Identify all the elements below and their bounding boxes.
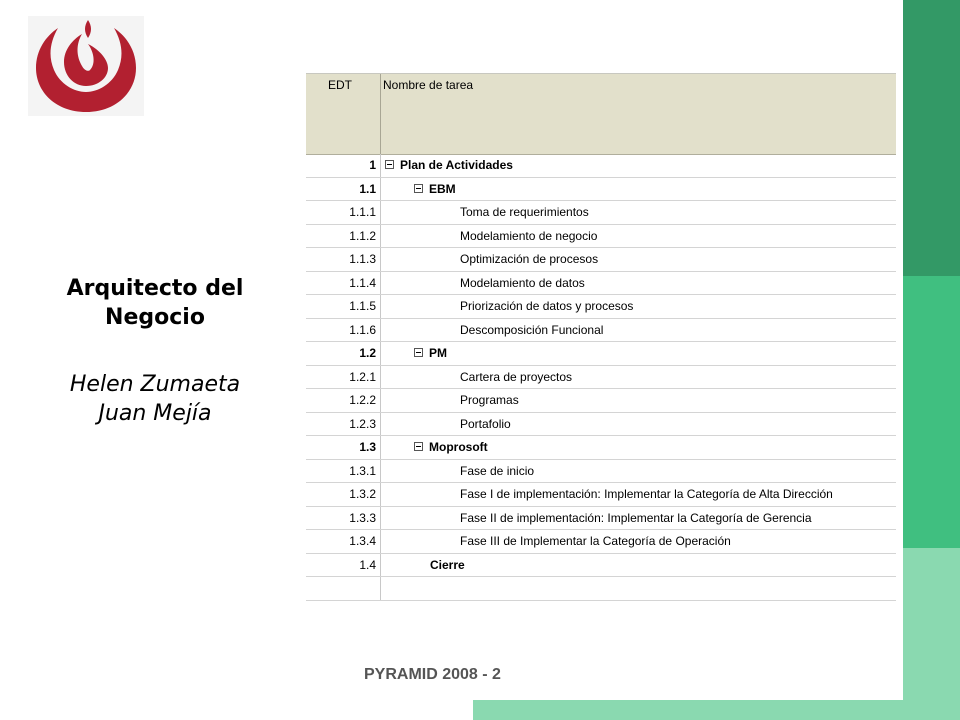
task-name-label: PM	[429, 346, 447, 360]
table-row[interactable]	[306, 507, 896, 531]
column-header-edt[interactable]: EDT	[306, 74, 381, 154]
edt-value: 1.2	[359, 346, 376, 360]
edt-value: 1.3.3	[349, 510, 376, 525]
decor-bar-dark	[903, 0, 960, 276]
cell-task-name[interactable]	[381, 507, 896, 530]
cell-task-name[interactable]	[381, 366, 896, 389]
table-row[interactable]	[306, 272, 896, 296]
cell-task-name[interactable]	[381, 460, 896, 483]
collapse-toggle-icon[interactable]	[414, 348, 423, 357]
slide-title-line2: Negocio	[105, 305, 205, 330]
cell-edt[interactable]	[306, 507, 381, 530]
table-row[interactable]	[306, 413, 896, 437]
task-name-label: EBM	[429, 181, 456, 196]
cell-task-name[interactable]	[381, 295, 896, 318]
author-name-1: Helen Zumaeta	[69, 372, 241, 397]
table-row[interactable]	[306, 389, 896, 413]
cell-task-name[interactable]	[381, 201, 896, 224]
cell-edt[interactable]	[306, 319, 381, 342]
table-row[interactable]	[306, 248, 896, 272]
cell-task-name[interactable]	[381, 154, 896, 177]
column-header-task-name[interactable]: Nombre de tarea	[383, 78, 474, 92]
edt-value: 1.2.2	[349, 393, 376, 407]
table-row[interactable]	[306, 483, 896, 507]
wbs-task-table	[306, 73, 896, 604]
decor-bar-bottom	[473, 700, 960, 720]
edt-value: 1.1.2	[349, 228, 376, 243]
table-header	[306, 74, 896, 155]
edt-value: 1.1.1	[349, 205, 376, 219]
edt-value: 1.4	[359, 557, 376, 572]
task-name-label: Toma de requerimientos	[460, 205, 589, 219]
cell-task-name[interactable]	[381, 389, 896, 412]
table-row[interactable]	[306, 295, 896, 319]
table-row[interactable]	[306, 201, 896, 225]
cell-task-name[interactable]	[381, 577, 896, 600]
edt-value: 1.1.3	[349, 252, 376, 266]
cell-edt[interactable]	[306, 389, 381, 412]
table-row[interactable]	[306, 319, 896, 343]
cell-edt[interactable]	[306, 295, 381, 318]
edt-value: 1.3.4	[349, 534, 376, 548]
cell-task-name[interactable]	[381, 319, 896, 342]
task-name-label: Modelamiento de negocio	[460, 228, 598, 243]
cell-edt[interactable]	[306, 413, 381, 436]
cell-task-name[interactable]	[381, 554, 896, 577]
cell-edt[interactable]	[306, 154, 381, 177]
cell-edt[interactable]	[306, 554, 381, 577]
table-row[interactable]	[306, 178, 896, 202]
cell-edt[interactable]	[306, 342, 381, 365]
table-row[interactable]	[306, 436, 896, 460]
edt-value: 1.1.4	[349, 275, 376, 290]
cell-edt[interactable]	[306, 483, 381, 506]
edt-value	[376, 581, 380, 595]
upc-flame-logo-icon	[28, 16, 144, 116]
task-name-label: Modelamiento de datos	[460, 275, 585, 290]
cell-edt[interactable]	[306, 201, 381, 224]
task-name-label: Cierre	[430, 557, 465, 572]
table-row[interactable]	[306, 460, 896, 484]
cell-task-name[interactable]	[381, 413, 896, 436]
cell-task-name[interactable]	[381, 178, 896, 201]
task-name-label: Fase I de implementación: Implementar la Categoría de Alta Dirección	[460, 487, 833, 501]
collapse-toggle-icon[interactable]	[414, 184, 423, 193]
cell-edt[interactable]	[306, 248, 381, 271]
collapse-toggle-icon[interactable]	[414, 442, 423, 451]
edt-value: 1.3.2	[349, 487, 376, 501]
task-name-label: Fase II de implementación: Implementar la Categoría de Gerencia	[460, 510, 812, 525]
cell-edt[interactable]	[306, 272, 381, 295]
cell-edt[interactable]	[306, 366, 381, 389]
table-row[interactable]	[306, 225, 896, 249]
cell-edt[interactable]	[306, 577, 381, 600]
task-name-label: Moprosoft	[429, 440, 488, 454]
table-row[interactable]	[306, 154, 896, 178]
cell-task-name[interactable]	[381, 483, 896, 506]
cell-edt[interactable]	[306, 436, 381, 459]
decor-bar-mid	[903, 276, 960, 548]
table-body	[306, 154, 896, 601]
edt-value: 1	[369, 158, 376, 172]
edt-value: 1.1	[359, 181, 376, 196]
edt-value: 1.3	[359, 440, 376, 454]
table-row[interactable]	[306, 577, 896, 601]
slide-title	[30, 274, 280, 332]
task-name-label: Programas	[460, 393, 519, 407]
table-row[interactable]	[306, 342, 896, 366]
task-name-label: Fase de inicio	[460, 463, 535, 478]
cell-task-name[interactable]	[381, 248, 896, 271]
edt-value: 1.1.6	[349, 322, 376, 337]
task-name-label: Descomposición Funcional	[460, 322, 604, 337]
cell-task-name[interactable]	[381, 436, 896, 459]
collapse-toggle-icon[interactable]	[385, 160, 394, 169]
author-name-2: Juan Mejía	[98, 401, 212, 426]
footer-text: PYRAMID 2008 - 2	[364, 666, 501, 683]
table-row[interactable]	[306, 366, 896, 390]
author-names	[30, 370, 280, 428]
cell-task-name[interactable]	[381, 530, 896, 553]
edt-value: 1.3.1	[349, 463, 376, 478]
cell-task-name[interactable]	[381, 272, 896, 295]
cell-task-name[interactable]	[381, 342, 896, 365]
cell-edt[interactable]	[306, 225, 381, 248]
cell-edt[interactable]	[306, 460, 381, 483]
cell-edt[interactable]	[306, 530, 381, 553]
table-row[interactable]	[306, 554, 896, 578]
task-name-label: Cartera de proyectos	[460, 369, 573, 384]
cell-task-name[interactable]	[381, 225, 896, 248]
task-name-label: Portafolio	[460, 416, 511, 431]
cell-edt[interactable]	[306, 178, 381, 201]
decor-bar-light	[903, 548, 960, 720]
edt-value: 1.1.5	[349, 299, 376, 313]
task-name-label: Optimización de procesos	[460, 252, 599, 266]
edt-value: 1.2.3	[349, 416, 376, 431]
edt-value: 1.2.1	[349, 369, 376, 384]
table-row[interactable]	[306, 530, 896, 554]
task-name-label: Plan de Actividades	[400, 158, 513, 172]
task-name-label: Priorización de datos y procesos	[460, 299, 634, 313]
slide-title-line1: Arquitecto del	[66, 276, 244, 301]
task-name-label: Fase III de Implementar la Categoría de Operación	[460, 534, 731, 548]
